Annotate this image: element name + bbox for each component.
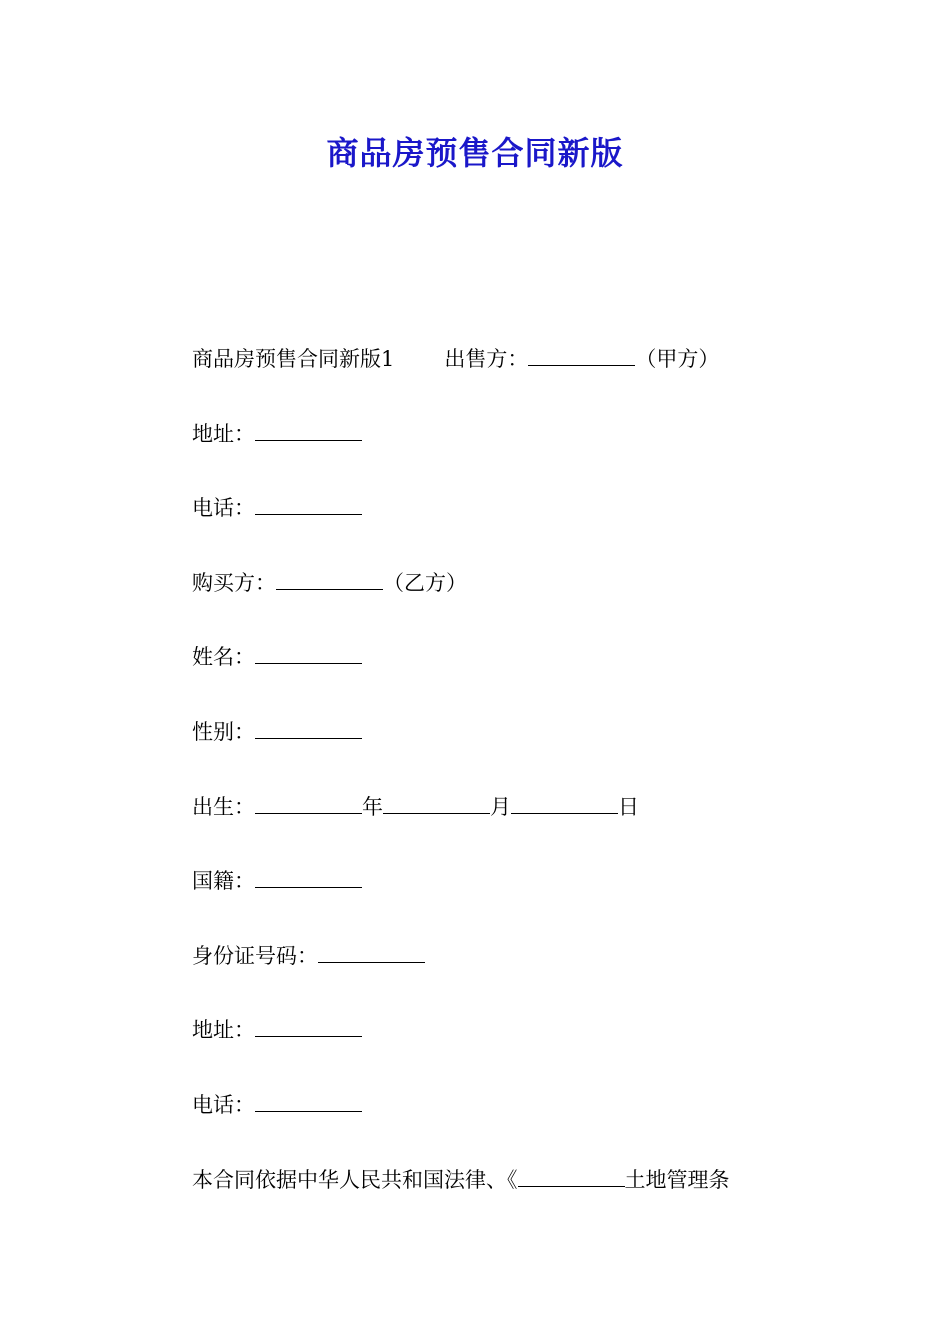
seller-label: 出售方：: [444, 347, 529, 371]
intro-seller-line: [192, 338, 832, 413]
nationality-line: [192, 860, 832, 935]
seller-blank: [528, 343, 635, 366]
field-label: 购买方：: [192, 570, 276, 595]
field-label: 国籍：: [192, 869, 255, 894]
field-label: 地址：: [192, 421, 255, 446]
regulation-blank: [518, 1164, 625, 1187]
document-title: 商品房预售合同新版: [326, 134, 624, 172]
gender-line: [192, 711, 832, 786]
gender-blank: [255, 716, 362, 739]
seller-address-line: [192, 413, 832, 488]
contract-body: [192, 338, 832, 1233]
field-label: 性别：: [192, 719, 255, 744]
legal-basis-suffix: 土地管理条: [624, 1167, 730, 1192]
buyer-line: [192, 562, 832, 637]
buyer-phone-line: [192, 1084, 832, 1159]
field-label: 地址：: [192, 1018, 255, 1043]
legal-basis-line: [192, 1159, 832, 1234]
field-label: 身份证号码：: [192, 943, 318, 968]
buyer-blank: [276, 567, 383, 590]
buyer-suffix: （乙方）: [383, 570, 467, 595]
field-label: 出生：: [192, 794, 255, 819]
buyer-address-line: [192, 1009, 832, 1084]
name-line: [192, 636, 832, 711]
seller-phone-blank: [255, 492, 362, 515]
month-label: 月: [490, 794, 511, 819]
name-blank: [255, 641, 362, 664]
contract-heading-text: 商品房预售合同新版1: [192, 347, 395, 371]
seller-phone-line: [192, 487, 832, 562]
field-label: 电话：: [192, 496, 255, 521]
field-label: 姓名：: [192, 645, 255, 670]
year-label: 年: [362, 794, 383, 819]
day-label: 日: [618, 794, 639, 819]
nationality-blank: [255, 865, 362, 888]
seller-address-blank: [255, 418, 362, 441]
id-number-blank: [318, 940, 425, 963]
birth-month-blank: [383, 791, 490, 814]
birth-day-blank: [511, 791, 618, 814]
seller-suffix: （甲方）: [635, 347, 720, 371]
field-label: 电话：: [192, 1092, 255, 1117]
buyer-address-blank: [255, 1014, 362, 1037]
legal-basis-prefix: 本合同依据中华人民共和国法律、《: [192, 1167, 518, 1192]
birth-line: [192, 786, 832, 861]
buyer-phone-blank: [255, 1089, 362, 1112]
birth-year-blank: [255, 791, 362, 814]
id-number-line: [192, 935, 832, 1010]
